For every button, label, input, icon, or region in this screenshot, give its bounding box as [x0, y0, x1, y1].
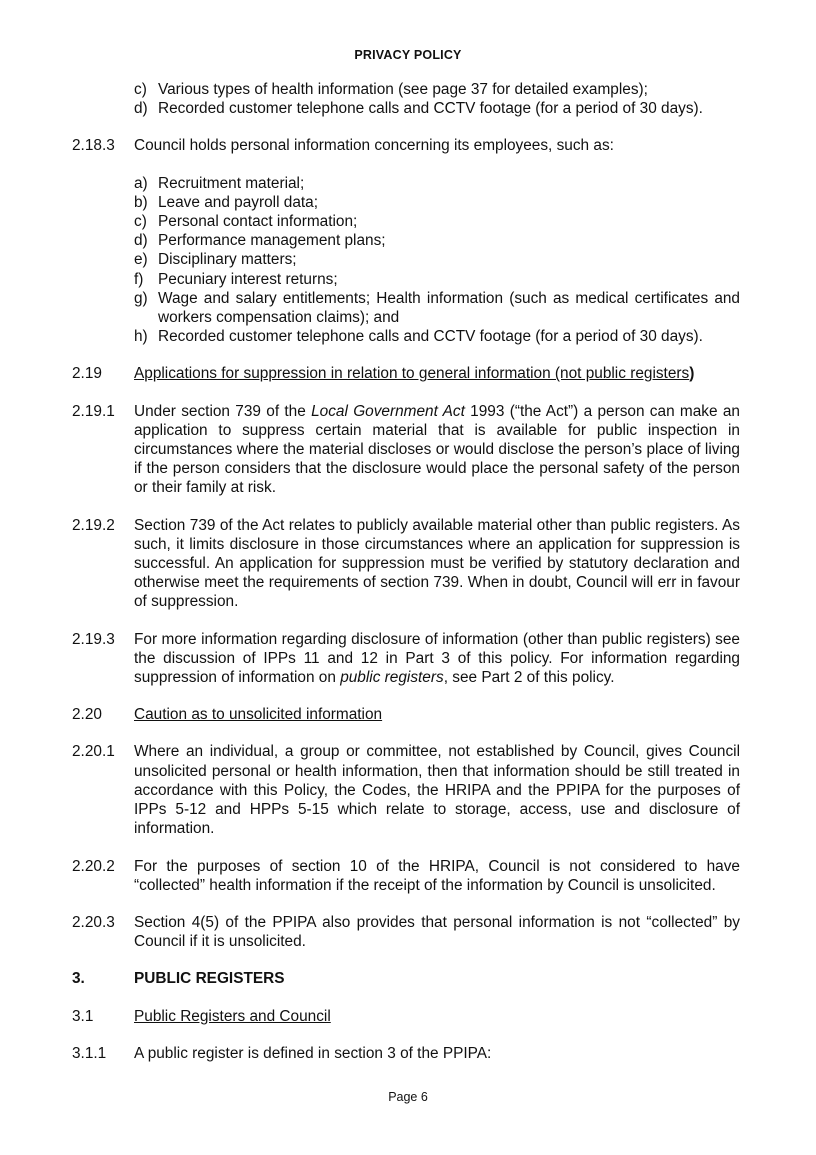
section-2-20-3: 2.20.3 Section 4(5) of the PPIPA also provides that personal information is not “collected” by Council if it is unsolicited.: [72, 913, 740, 951]
list-item: e) Disciplinary matters;: [134, 251, 297, 269]
list-item: b) Leave and payroll data;: [134, 193, 319, 211]
section-2-20-1: 2.20.1 Where an individual, a group or committee, not established by Council, gives Council unsolicited personal or health information, then that information should be still treated in accordance with this Policy, the Codes, the HRIPA and the PPIPA for the purposes of IPPs 5-12 and HPPs 5-15 which relate to storage, access, use and disclosure of information.: [72, 743, 740, 838]
section-2-18-3: 2.18.3 Council holds personal information concerning its employees, such as:: [72, 137, 614, 155]
list-item: a) Recruitment material;: [134, 174, 305, 192]
section-2-19-2: 2.19.2 Section 739 of the Act relates to publicly available material other than public registers. As such, it limits disclosure in those circumstances where an application for suppression is successful. An application for suppression must be verified by statutory declaration and otherwise meet the requirements of section 739. When in doubt, Council will err in favour of suppression.: [72, 516, 740, 611]
list-item: g) Wage and salary entitlements; Health information (such as medical certificates and workers compensation claims); and: [134, 289, 740, 327]
section-2-20-2: 2.20.2 For the purposes of section 10 of the HRIPA, Council is not considered to have “collected” health information if the receipt of the information by Council is unsolicited.: [72, 857, 740, 894]
list-item: c) Various types of health information (see page 37 for detailed examples);: [134, 81, 648, 98]
section-heading: Caution as to unsolicited information: [134, 706, 383, 724]
list-item: d) Performance management plans;: [134, 232, 386, 250]
section-2-19-heading: 2.19 Applications for suppression in relation to general information (not public registers): [72, 365, 695, 383]
page-number: Page 6: [388, 1090, 428, 1104]
page-content: [72, 80, 740, 1063]
section-heading: Applications for suppression in relation to general information (not public registers: [134, 365, 690, 383]
section-2-19-1: 2.19.1 Under section 739 of the Local Government Act 1993 (“the Act”) a person can make an application to suppress certain material that is available for public inspection in circumstances where the material discloses or would disclose the person’s place of living if the person considers that the disclosure would place the personal safety of the person or their family at risk.: [72, 402, 740, 497]
list-item: h) Recorded customer telephone calls and CCTV footage (for a period of 30 days).: [134, 328, 703, 346]
section-2-20-heading: 2.20 Caution as to unsolicited information: [72, 706, 383, 724]
list-item: c) Personal contact information;: [134, 213, 358, 231]
section-3-1-heading: 3.1 Public Registers and Council: [72, 1007, 331, 1025]
section-3-1-1: 3.1.1 A public register is defined in section 3 of the PPIPA:: [72, 1044, 492, 1062]
continued-list: [134, 80, 740, 118]
list-item: d) Recorded customer telephone calls and CCTV footage (for a period of 30 days).: [134, 100, 703, 118]
list-item: f) Pecuniary interest returns;: [134, 270, 338, 288]
document-header: PRIVACY POLICY: [354, 48, 462, 62]
section-3-heading: 3. PUBLIC REGISTERS: [72, 970, 285, 988]
section-heading: Public Registers and Council: [134, 1007, 331, 1025]
section-2-19-3: 2.19.3 For more information regarding disclosure of information (other than public registers) see the discussion of IPPs 11 and 12 in Part 3 of this policy. For information regarding suppression of information on public registers, see Part 2 of this policy.: [72, 630, 740, 687]
employee-info-list: [134, 174, 740, 347]
